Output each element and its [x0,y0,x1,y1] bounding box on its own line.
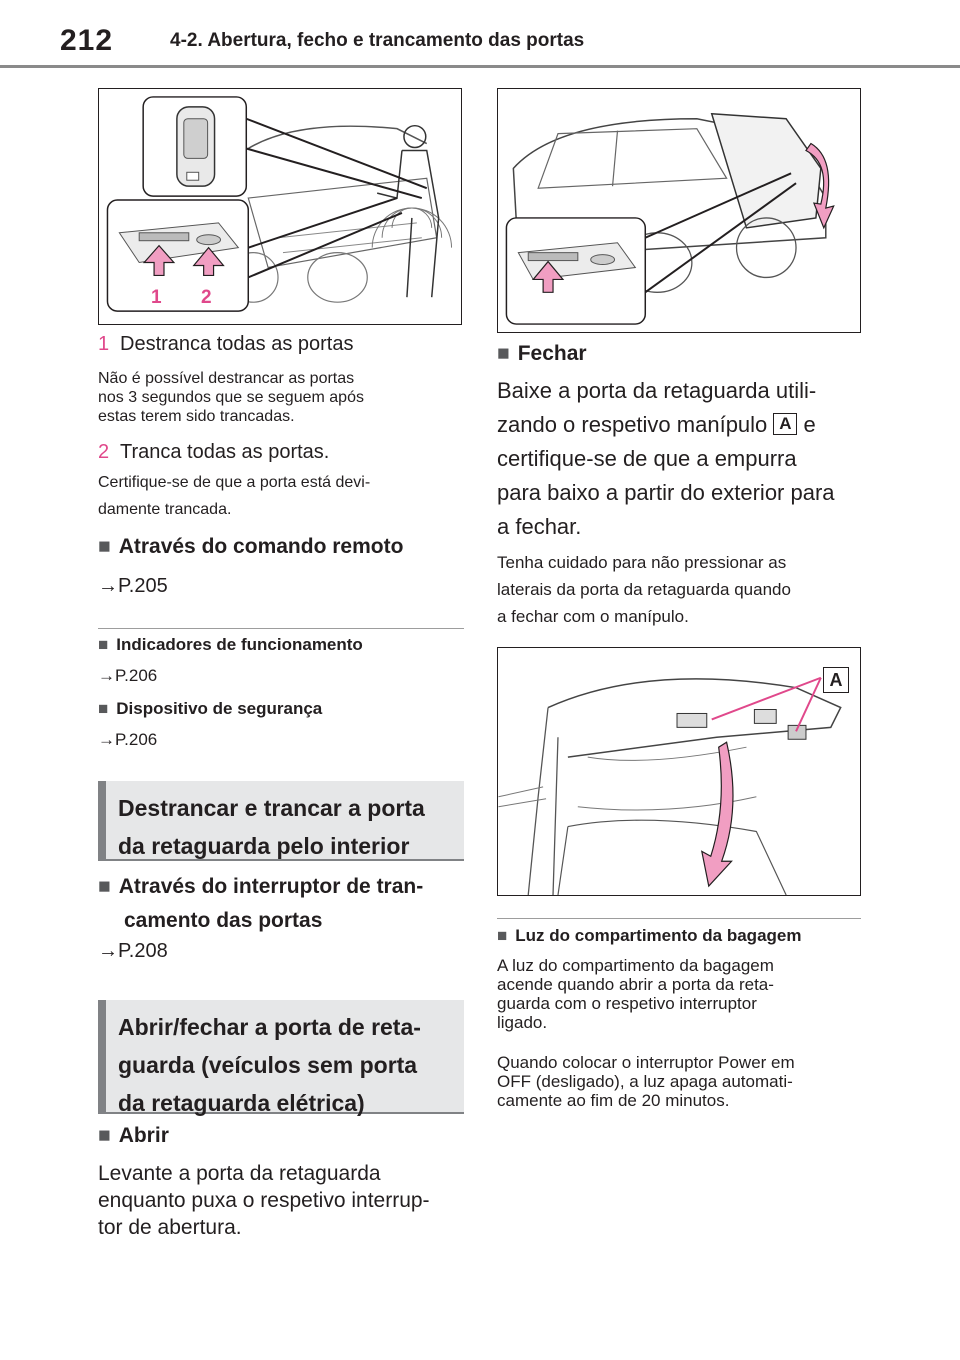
note-locked-check [98,469,458,523]
heading-luggage-light [497,926,801,946]
section-heading-open-close-tailgate [98,1000,464,1114]
figure-tailgate-opening [497,88,861,333]
link-p206-security[interactable]: →P.206 [98,730,158,749]
heading-close-title: Fechar [517,342,587,365]
link-p208[interactable]: →P.208 [98,940,168,962]
open-instructions [98,1160,464,1241]
bullet-square-icon: ■ [98,875,111,898]
close-line-text: e [803,412,816,437]
figure-callout-2: 2 [201,287,212,308]
note-line: nos 3 segundos que se seguem após [98,389,364,406]
link-p205[interactable]: →P.205 [98,575,168,597]
bullet-square-icon: ■ [497,342,510,365]
heading-security-title: Dispositivo de segurança [116,699,323,718]
step-2-text: Tranca todas as portas. [120,441,330,463]
caution-line: laterais da porta da retaguarda quando [497,580,791,599]
step-1-text: Destranca todas as portas [120,333,354,355]
paragraph-line: camente ao fim de 20 minutos. [497,1091,730,1110]
figure-tailgate-opening-illustration [498,89,860,332]
close-line [497,408,863,442]
luggage-light-para-1 [497,956,863,1032]
heading-indicators [98,635,363,655]
close-line-text: zando o respetivo manípulo [497,412,768,437]
divider [497,918,861,919]
chapter-title: 4-2. Abertura, fecho e trancamento das portas [170,30,585,51]
close-line: para baixo a partir do exterior para [497,480,835,505]
bullet-square-icon: ■ [497,926,508,945]
section-heading-interior-lock [98,781,464,861]
bullet-square-icon: ■ [98,635,109,654]
step-2-number: 2 [98,441,110,463]
heading-luggage-light-title: Luz do compartimento da bagagem [515,926,802,945]
heading-security [98,699,322,719]
section-heading-line: da retaguarda elétrica) [118,1090,365,1116]
section-heading-line: Abrir/fechar a porta de reta- [118,1014,421,1040]
note-line: Não é possível destrancar as portas [98,370,355,387]
section-heading-line: guarda (veículos sem porta [118,1052,418,1078]
label-a-box: A [773,413,797,435]
bullet-square-icon: ■ [98,699,109,718]
luggage-light-para-2 [497,1053,863,1110]
step-1 [98,333,353,356]
caution-line: a fechar com o manípulo. [497,607,689,626]
open-line: Levante a porta da retaguarda [98,1162,381,1185]
paragraph-line: acende quando abrir a porta da reta- [497,975,774,994]
page-number: 212 [60,24,114,57]
note-line: Certifique-se de que a porta está devi- [98,474,371,491]
heading-open-title: Abrir [118,1124,169,1147]
close-line: a fechar. [497,514,582,539]
paragraph-line: Quando colocar o interruptor Power em [497,1053,795,1072]
heading-lock-switch-line: camento das portas [124,909,323,932]
figure-label-a: A [823,667,849,693]
step-1-number: 1 [98,333,110,355]
heading-lock-switch-line: Através do interruptor de tran- [118,875,424,898]
header-rule [0,65,960,68]
bullet-square-icon: ■ [98,535,111,558]
figure-tailgate-handle-illustration [498,648,860,895]
bullet-square-icon: ■ [98,1124,111,1147]
figure-tailgate-handle [497,647,861,896]
divider [98,628,464,629]
caution-line: Tenha cuidado para não pressionar as [497,553,787,572]
note-unlock-delay [98,369,458,426]
paragraph-line: OFF (desligado), a luz apaga automati- [497,1072,793,1091]
close-line: Baixe a porta da retaguarda utili- [497,378,817,403]
heading-open [98,1124,169,1148]
close-instructions [497,374,863,544]
close-line: certifique-se de que a empurra [497,446,797,471]
link-p206-indicators[interactable]: →P.206 [98,666,158,685]
heading-indicators-title: Indicadores de funcionamento [116,635,363,654]
heading-lock-switch [98,870,423,938]
open-line: enquanto puxa o respetivo interrup- [98,1189,430,1212]
caution-note [497,549,863,630]
figure-callout-1: 1 [151,287,162,308]
heading-close [497,342,587,366]
step-2 [98,441,329,464]
paragraph-line: guarda com o respetivo interruptor [497,994,757,1013]
paragraph-line: ligado. [497,1013,548,1032]
note-line: damente trancada. [98,501,232,518]
section-heading-line: Destrancar e trancar a porta [118,795,425,821]
note-line: estas terem sido trancadas. [98,408,295,425]
open-line: tor de abertura. [98,1216,242,1239]
paragraph-line: A luz do compartimento da bagagem [497,956,774,975]
figure-tailgate-switch-buttons [98,88,462,325]
heading-remote [98,535,403,559]
section-heading-line: da retaguarda pelo interior [118,833,410,859]
heading-remote-title: Através do comando remoto [118,535,404,558]
